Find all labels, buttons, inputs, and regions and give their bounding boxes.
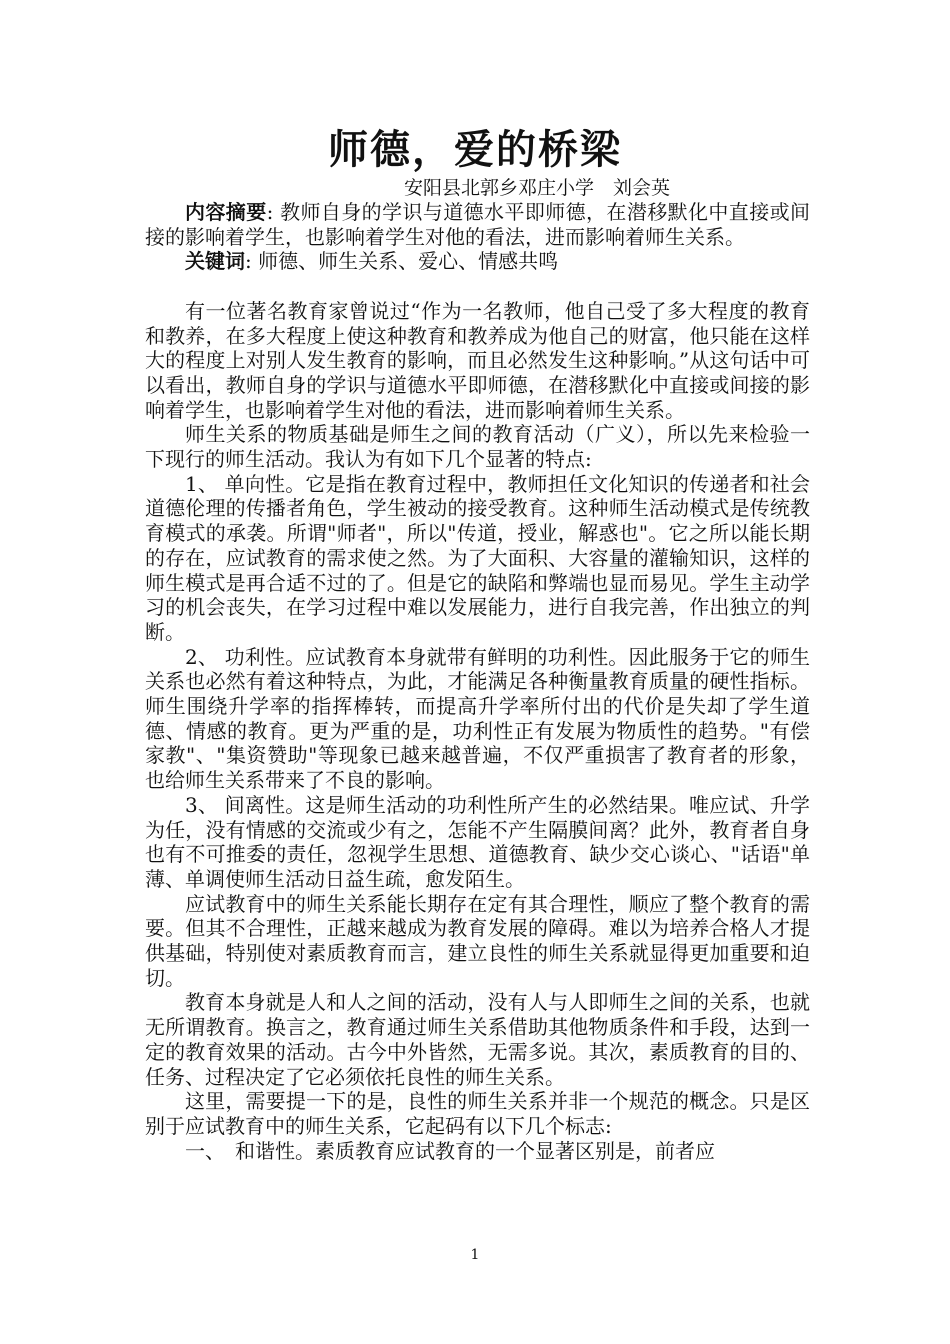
body-paragraph: 有一位著名教育家曾说过“作为一名教师，他自己受了多大程度的教育和教养，在多大程度上使这种教育和教养成为他自己的财富，他只能在这样大的程度上对别人发生教育的影响，而且必然发生这种影响。”从这句话中可以看出，教师自身的学识与道德水平即师德，在潜移默化中直接或间接的影响着学生，也影响着学生对他的看法，进而影响着师生关系。 bbox=[145, 298, 810, 422]
body-paragraph: 师生关系的物质基础是师生之间的教育活动（广义），所以先来检验一下现行的师生活动。我认为有如下几个显著的特点: bbox=[145, 422, 810, 472]
keywords-paragraph bbox=[145, 249, 810, 274]
page-number: 1 bbox=[470, 1247, 480, 1263]
document-title: 师德，爱的桥梁 bbox=[328, 126, 622, 173]
author-byline: 安阳县北郭乡邓庄小学 刘会英 bbox=[404, 177, 671, 199]
body-paragraph: 应试教育中的师生关系能长期存在定有其合理性，顺应了整个教育的需要。但其不合理性，正越来越成为教育发展的障碍。难以为培养合格人才提供基础，特别使对素质教育而言，建立良性的师生关系就显得更加重要和迫切。 bbox=[145, 891, 810, 990]
body-paragraph: 2、 功利性。应试教育本身就带有鲜明的功利性。因此服务于它的师生关系也必然有着这种特点，为此，才能满足各种衡量教育质量的硬性指标。师生围绕升学率的指挥棒转，而提高升学率所付出的代价是失却了学生道德、情感的教育。更为严重的是，功利性正有发展为物质性的趋势。"有偿家教"、"集资赞助"等现象已越来越普遍，不仅严重损害了教育者的形象，也给师生关系带来了不良的影响。 bbox=[145, 644, 810, 793]
body-paragraph: 这里，需要提一下的是，良性的师生关系并非一个规范的概念。只是区别于应试教育中的师生关系，它起码有以下几个标志: bbox=[145, 1089, 810, 1138]
abstract-paragraph bbox=[145, 200, 810, 249]
document-body bbox=[145, 200, 810, 1163]
paragraph-spacer bbox=[145, 274, 810, 299]
abstract-label: 内容摘要 bbox=[185, 200, 267, 224]
body-paragraph: 1、 单向性。它是指在教育过程中，教师担任文化知识的传递者和社会道德伦理的传播者角色，学生被动的接受教育。这种师生活动模式是传统教育模式的承袭。所谓"师者"，所以"传道，授业，解惑也"。它之所以能长期的存在，应试教育的需求使之然。为了大面积、大容量的灌输知识，这样的师生模式是再合适不过的了。但是它的缺陷和弊端也显而易见。学生主动学习的机会丧失，在学习过程中难以发展能力，进行自我完善，作出独立的判断。 bbox=[145, 471, 810, 644]
body-paragraph: 3、 间离性。这是师生活动的功利性所产生的必然结果。唯应试、升学为任，没有情感的交流或少有之，怎能不产生隔膜间离？此外，教育者自身也有不可推委的责任，忽视学生思想、道德教育、缺少交心谈心、"话语"单薄、单调使师生活动日益生疏，愈发陌生。 bbox=[145, 792, 810, 891]
keywords-label: 关键词 bbox=[185, 249, 245, 274]
body-paragraph: 一、 和谐性。素质教育应试教育的一个显著区别是，前者应 bbox=[185, 1138, 715, 1163]
keywords-text: : 师德、师生关系、爱心、情感共鸣 bbox=[245, 249, 559, 274]
body-paragraph: 教育本身就是人和人之间的活动，没有人与人即师生之间的关系，也就无所谓教育。换言之，教育通过师生关系借助其他物质条件和手段，达到一定的教育效果的活动。古今中外皆然，无需多说。其次，素质教育的目的、任务、过程决定了它必须依托良性的师生关系。 bbox=[145, 990, 810, 1089]
abstract-text: : 教师自身的学识与道德水平即师德，在潜移默化中直接或间接的影响着学生，也影响着学生对他的看法，进而影响着师生关系。 bbox=[145, 200, 810, 249]
